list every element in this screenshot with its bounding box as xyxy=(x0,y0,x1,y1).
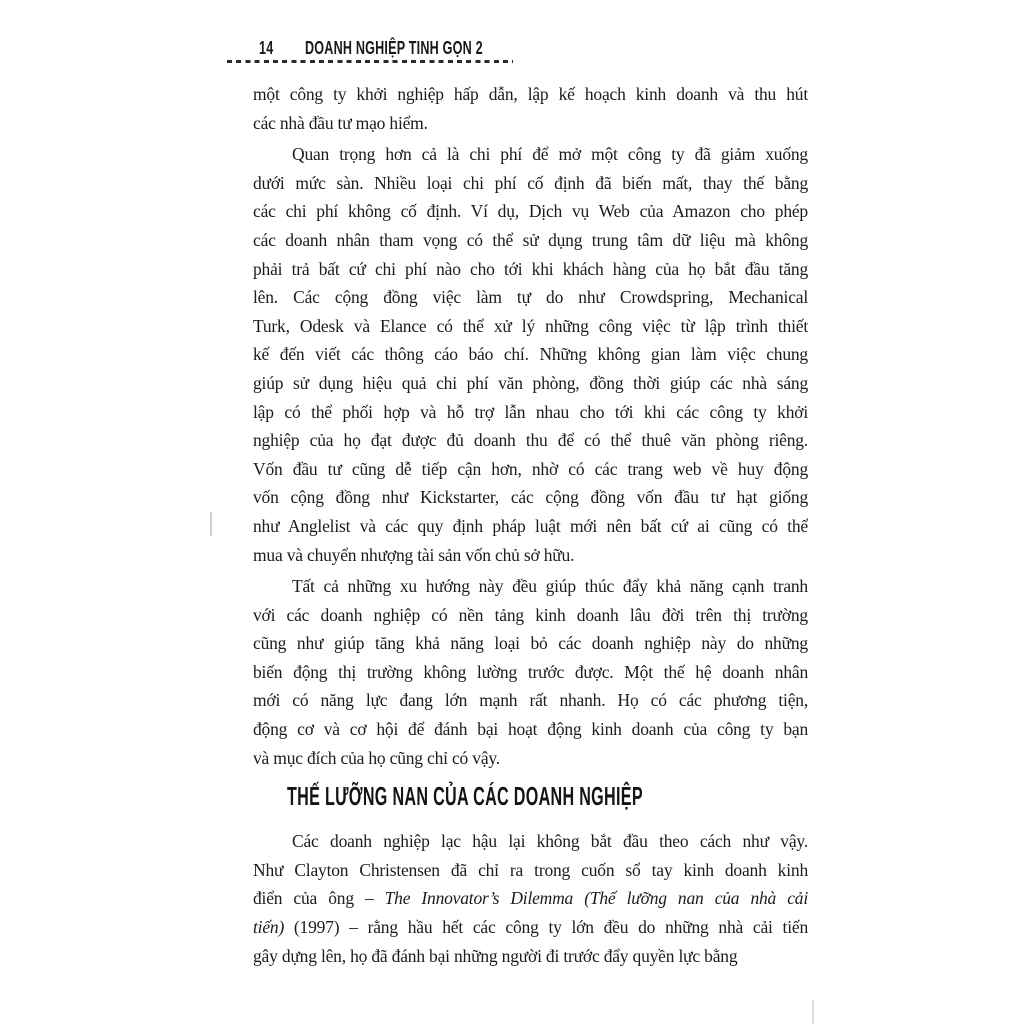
text-line xyxy=(253,601,808,630)
text-line xyxy=(253,455,808,484)
text-line xyxy=(253,913,808,942)
text-segment: Quan trọng hơn cả là chi phí để mở một công ty đã giảm xuống xyxy=(292,144,808,165)
text-line xyxy=(253,884,808,913)
text-segment: Tất cả những xu hướng này đều giúp thúc đẩy khả năng cạnh tranh xyxy=(292,576,808,597)
text-segment: Như Clayton Christensen đã chỉ ra trong cuốn sổ tay kinh doanh kinh xyxy=(253,859,808,880)
text-line xyxy=(253,312,808,341)
scan-artifact xyxy=(210,512,212,536)
text-line xyxy=(253,109,808,138)
text-segment: các nhà đầu tư mạo hiểm. xyxy=(253,112,428,133)
scan-artifact xyxy=(812,1000,814,1024)
text-segment: phải trả bất cứ chi phí nào cho tới khi khách hàng của họ bắt đầu tăng xyxy=(253,258,808,279)
text-segment: như Anglelist và các quy định pháp luật mới nên bất cứ ai cũng có thể xyxy=(253,515,808,536)
text-segment: Turk, Odesk và Elance có thể xử lý những công việc từ lập trình thiết xyxy=(253,315,808,336)
text-segment: dưới mức sàn. Nhiều loại chi phí cố định đã biến mất, thay thế bằng xyxy=(253,172,808,193)
text-column xyxy=(253,80,808,973)
text-segment: vốn cộng đồng như Kickstarter, các cộng đồng vốn đầu tư hạt giống xyxy=(253,487,808,508)
text-line xyxy=(253,856,808,885)
text-segment: điển của ông – xyxy=(253,888,385,909)
text-segment: mới có năng lực đang lớn mạnh rất nhanh. Họ có các phương tiện, xyxy=(253,690,808,711)
text-line xyxy=(253,169,808,198)
text-segment: Các doanh nghiệp lạc hậu lại không bắt đầu theo cách như vậy. xyxy=(292,831,808,852)
text-line xyxy=(253,942,808,971)
text-line xyxy=(253,340,808,369)
text-segment: nghiệp của họ đạt được đủ doanh thu để có thể thuê văn phòng riêng. xyxy=(253,430,808,451)
text-line xyxy=(253,255,808,284)
running-title xyxy=(305,37,566,59)
page-number-text: 14 xyxy=(259,37,274,58)
text-line xyxy=(253,426,808,455)
paragraph xyxy=(253,827,808,970)
text-line xyxy=(253,197,808,226)
text-line xyxy=(253,658,808,687)
text-line xyxy=(253,715,808,744)
text-segment: Vốn đầu tư cũng dễ tiếp cận hơn, nhờ có các trang web về huy động xyxy=(253,458,808,479)
text-segment: biến động thị trường không lường trước được. Một thế hệ doanh nhân xyxy=(253,661,808,682)
header-dashed-rule xyxy=(227,60,513,63)
text-line xyxy=(253,226,808,255)
paragraph xyxy=(253,80,808,137)
text-segment: mua và chuyển nhượng tài sản vốn chủ sở hữu. xyxy=(253,544,575,565)
paragraph xyxy=(253,140,808,569)
text-line xyxy=(253,283,808,312)
text-segment: (1997) – rằng hầu hết các công ty lớn đều do những nhà cải tiến xyxy=(284,917,808,938)
text-line xyxy=(253,140,808,169)
text-segment: cũng như giúp tăng khả năng loại bỏ các doanh nghiệp này do những xyxy=(253,633,808,654)
text-line xyxy=(253,512,808,541)
text-line xyxy=(253,744,808,773)
italic-text-segment: The Innovator’s Dilemma (Thế lưỡng nan của nhà cải xyxy=(384,888,808,909)
text-segment: các doanh nhân tham vọng có thể sử dụng trung tâm dữ liệu mà không xyxy=(253,229,808,250)
text-line xyxy=(253,686,808,715)
section-heading-text: THẾ LƯỠNG NAN CỦA CÁC DOANH NGHIỆP xyxy=(287,781,643,812)
text-segment: lập có thể phối hợp và hỗ trợ lẫn nhau cho tới khi các công ty khởi xyxy=(253,401,808,422)
text-line xyxy=(253,572,808,601)
text-segment: lên. Các cộng đồng việc làm tự do như Crowdspring, Mechanical xyxy=(253,287,808,308)
text-line xyxy=(253,483,808,512)
text-line xyxy=(253,541,808,570)
paragraph xyxy=(253,572,808,772)
text-line xyxy=(253,369,808,398)
running-title-text: DOANH NGHIỆP TINH GỌN 2 xyxy=(305,37,483,58)
text-line xyxy=(253,398,808,427)
section-heading xyxy=(287,781,808,812)
text-segment: động cơ và cơ hội để đánh bại hoạt động kinh doanh của công ty bạn xyxy=(253,719,808,740)
text-line xyxy=(253,629,808,658)
italic-text-segment: tiến) xyxy=(253,917,285,938)
text-line xyxy=(253,80,808,109)
text-segment: giúp sử dụng hiệu quả chi phí văn phòng, đồng thời giúp các nhà sáng xyxy=(253,372,808,393)
text-segment: và mục đích của họ cũng chỉ có vậy. xyxy=(253,747,500,768)
text-segment: kế đến viết các thông cáo báo chí. Những không gian làm việc chung xyxy=(253,344,808,365)
text-segment: các chi phí không cố định. Ví dụ, Dịch vụ Web của Amazon cho phép xyxy=(253,201,808,222)
page-number xyxy=(259,37,280,59)
text-line xyxy=(253,827,808,856)
text-segment: một công ty khởi nghiệp hấp dẫn, lập kế hoạch kinh doanh và thu hút xyxy=(253,84,808,104)
text-segment: gây dựng lên, họ đã đánh bại những người đi trước đẩy quyền lực bằng xyxy=(253,945,738,966)
text-segment: với các doanh nghiệp có nền tảng kinh doanh lâu đời trên thị trường xyxy=(253,604,808,625)
